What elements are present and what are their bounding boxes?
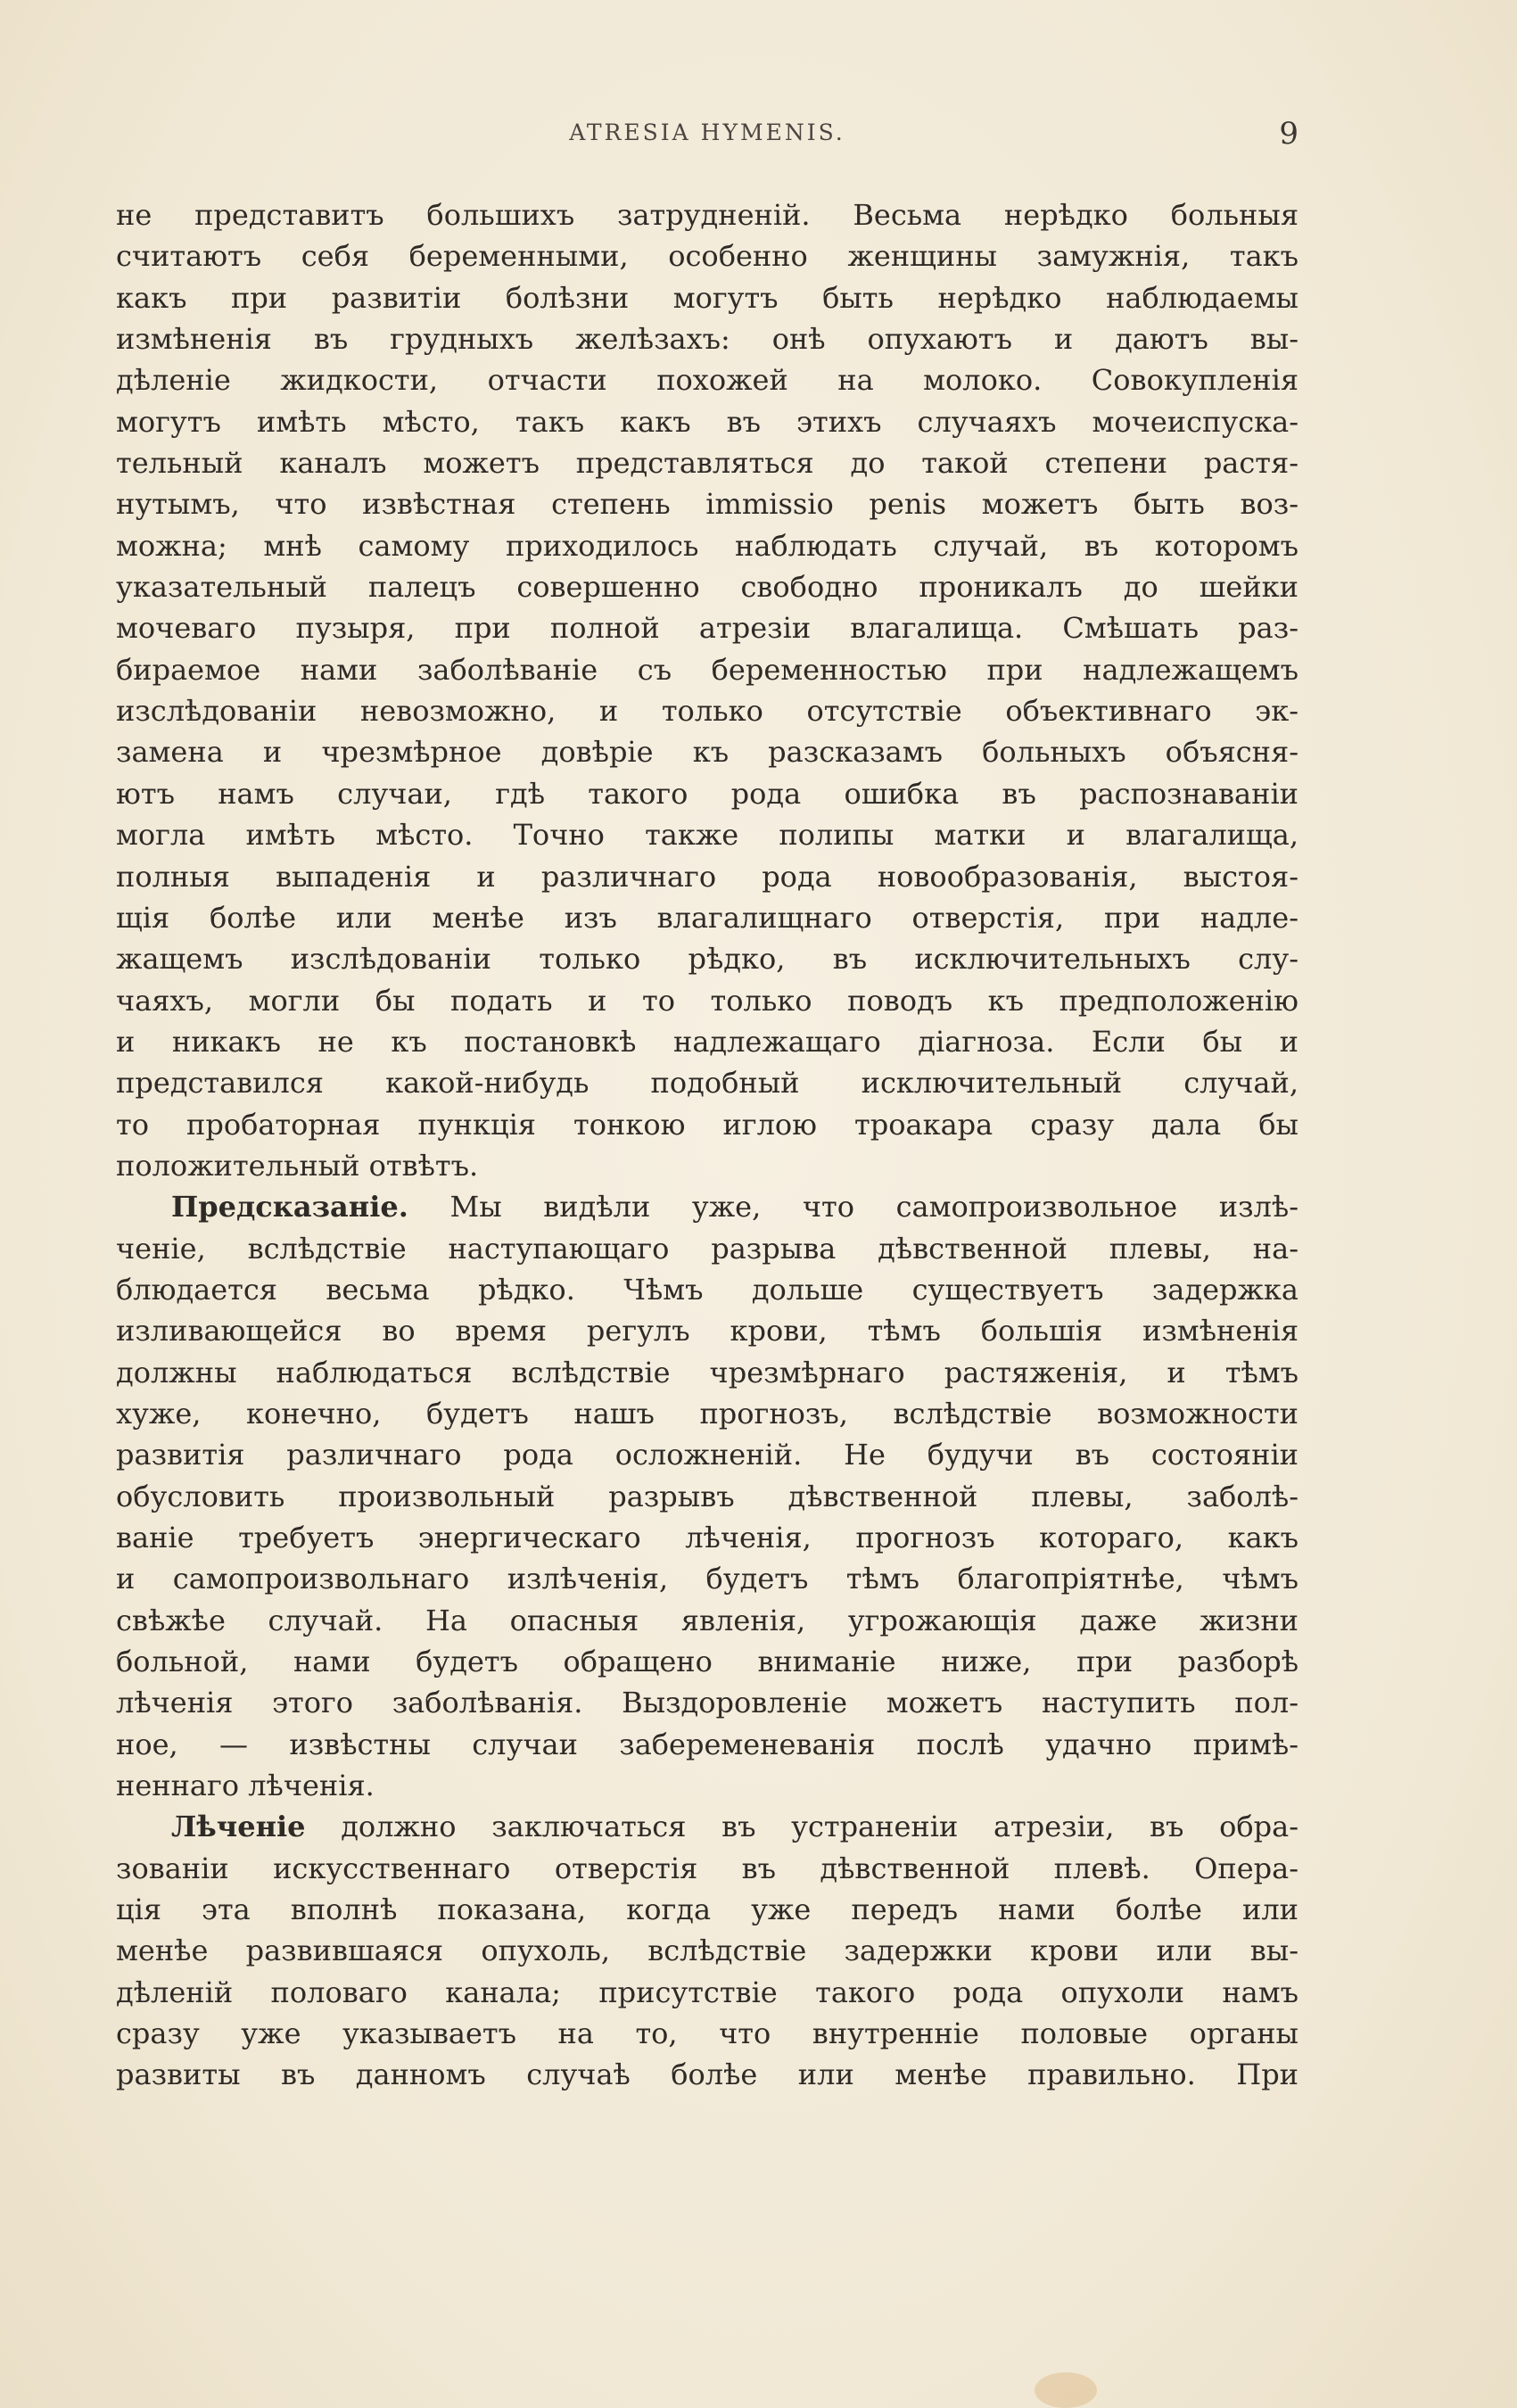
text-line: развиты въ данномъ случаѣ болѣе или менѣе правильно. При — [116, 2058, 1299, 2092]
text-span: Мы видѣли уже, что самопроизвольное излѣ- — [408, 1190, 1299, 1225]
text-line: бираемое нами заболѣваніе съ беременностью при надлежащемъ — [116, 652, 1299, 687]
text-line: хуже, конечно, будетъ нашъ прогнозъ, вслѣдствіе возможности — [116, 1396, 1299, 1431]
text-line: то пробаторная пункція тонкою иглою троакара сразу дала бы — [116, 1107, 1299, 1142]
text-line: могутъ имѣть мѣсто, такъ какъ въ этихъ случаяхъ мочеиспуска- — [116, 404, 1299, 439]
text-line: ція эта вполнѣ показана, когда уже передъ нами болѣе или — [116, 1893, 1299, 1927]
text-line: и самопроизвольнаго излѣченія, будетъ тѣмъ благопріятнѣе, чѣмъ — [116, 1562, 1299, 1596]
text-line: положительный отвѣтъ. — [116, 1148, 479, 1183]
text-line: замена и чрезмѣрное довѣріе къ разсказамъ больныхъ объясня- — [116, 735, 1299, 770]
text-line: считаютъ себя беременными, особенно женщины замужнія, такъ — [116, 239, 1299, 274]
section-heading-treatment: Лѣченіе — [171, 1810, 306, 1844]
text-line: нутымъ, что извѣстная степень immissio penis можетъ быть воз- — [116, 487, 1299, 522]
page-header — [116, 116, 1299, 155]
text-line: больной, нами будетъ обращено вниманіе ниже, при разборѣ — [116, 1645, 1299, 1679]
text-line: ваніе требуетъ энергическаго лѣченія, прогнозъ котораго, какъ — [116, 1521, 1299, 1554]
text-line: сразу уже указываетъ на то, что внутренніе половые органы — [116, 2016, 1299, 2051]
text-line: представился какой-нибудь подобный исключительный случай, — [116, 1066, 1299, 1101]
text-line: изливающейся во время регулъ крови, тѣмъ большія измѣненія — [116, 1314, 1299, 1348]
text-line: не представитъ большихъ затрудненій. Весьма нерѣдко больныя — [116, 198, 1299, 232]
text-line: могла имѣть мѣсто. Точно также полипы матки и влагалища, — [116, 818, 1299, 853]
text-line: тельный каналъ можетъ представляться до такой степени растя- — [116, 446, 1299, 481]
text-line: полныя выпаденія и различнаго рода новообразованія, выстоя- — [116, 859, 1299, 894]
text-line: обусловить произвольный разрывъ дѣвственной плевы, заболѣ- — [116, 1479, 1299, 1513]
paper-stain — [1035, 2372, 1097, 2408]
running-head: ATRESIA HYMENIS. — [569, 120, 845, 145]
text-line: дѣленіе жидкости, отчасти похожей на молоко. Совокупленія — [116, 363, 1299, 398]
text-line: зованіи искусственнаго отверстія въ дѣвственной плевѣ. Опера- — [116, 1851, 1299, 1885]
text-line: менѣе развившаяся опухоль, вслѣдствіе задержки крови или вы- — [116, 1934, 1299, 1968]
text-line: какъ при развитіи болѣзни могутъ быть нерѣдко наблюдаемы — [116, 280, 1299, 315]
text-line: лѣченія этого заболѣванія. Выздоровленіе можетъ наступить пол- — [116, 1686, 1299, 1720]
text-line: чаяхъ, могли бы подать и то только поводъ къ предположенію — [116, 983, 1299, 1018]
text-line: свѣжѣе случай. На опасныя явленія, угрожающія даже жизни — [116, 1603, 1299, 1637]
text-line: должны наблюдаться вслѣдствіе чрезмѣрнаго растяженія, и тѣмъ — [116, 1355, 1299, 1390]
paragraph-first-line — [116, 1186, 1299, 1227]
text-line: ютъ намъ случаи, гдѣ такого рода ошибка въ распознаваніи — [116, 776, 1299, 811]
text-line: можна; мнѣ самому приходилось наблюдать случай, въ которомъ — [116, 528, 1299, 563]
body-text — [116, 194, 1299, 2096]
text-line: развитія различнаго рода осложненій. Не будучи въ состояніи — [116, 1438, 1299, 1472]
text-line: ченіе, вслѣдствіе наступающаго разрыва дѣвственной плевы, на- — [116, 1231, 1299, 1266]
text-line: указательный палецъ совершенно свободно проникалъ до шейки — [116, 570, 1299, 605]
text-line: дѣленій половаго канала; присутствіе такого рода опухоли намъ — [116, 1975, 1299, 2009]
text-line: ное, — извѣстны случаи забеременеванія послѣ удачно примѣ- — [116, 1727, 1299, 1761]
text-span: должно заключаться въ устраненіи атрезіи, въ обра- — [305, 1810, 1299, 1844]
text-line: мочеваго пузыря, при полной атрезіи влагалища. Смѣшать раз- — [116, 611, 1299, 646]
text-line: щія болѣе или менѣе изъ влагалищнаго отверстія, при надле- — [116, 900, 1299, 935]
text-line: неннаго лѣченія. — [116, 1769, 375, 1803]
text-line: и никакъ не къ постановкѣ надлежащаго діагноза. Если бы и — [116, 1024, 1299, 1059]
text-line: жащемъ изслѣдованіи только рѣдко, въ исключительныхъ слу- — [116, 942, 1299, 977]
text-line: изслѣдованіи невозможно, и только отсутствіе объективнаго эк- — [116, 694, 1299, 729]
text-line: измѣненія въ грудныхъ желѣзахъ: онѣ опухаютъ и даютъ вы- — [116, 322, 1299, 357]
page-number: 9 — [1279, 116, 1299, 152]
paragraph-first-line — [116, 1806, 1299, 1847]
text-line: блюдается весьма рѣдко. Чѣмъ дольше существуетъ задержка — [116, 1272, 1299, 1307]
section-heading-prognosis: Предсказаніе. — [171, 1190, 408, 1225]
